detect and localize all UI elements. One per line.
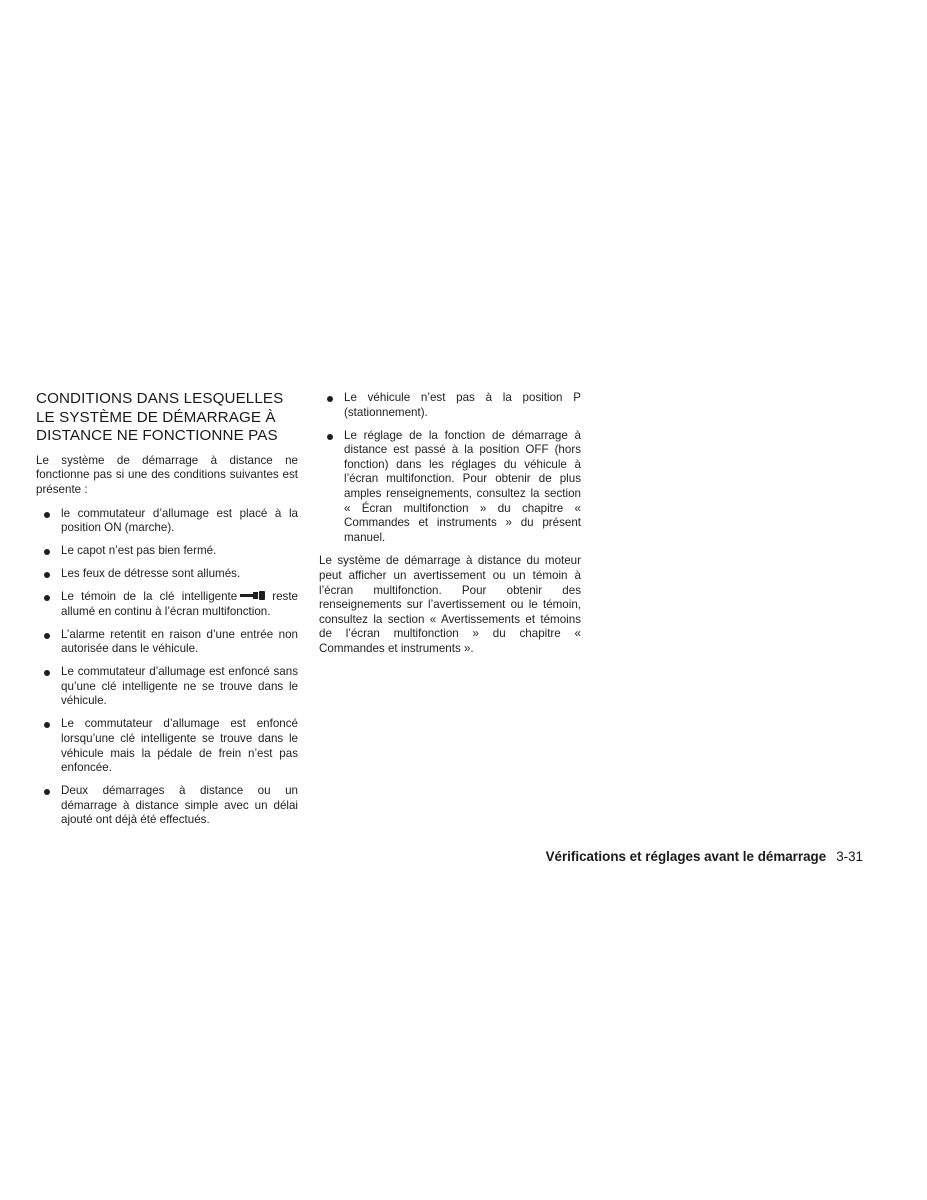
smart-key-indicator-icon [240, 591, 266, 600]
list-item-text: Les feux de détresse sont allumés. [61, 567, 241, 581]
list-item-text: Le commutateur d’allumage est enfoncé sans qu’une clé intelligente ne se trouve dans le véhicule. [61, 665, 298, 708]
section-title-line-3: DISTANCE NE FONCTIONNE PAS [36, 427, 278, 445]
list-item [36, 665, 298, 709]
bullet-icon [44, 670, 50, 676]
list-item-text: Deux démarrages à distance ou un démarrage à distance simple avec un délai ajouté ont déjà été effectués. [61, 784, 298, 827]
bullet-icon [327, 396, 333, 402]
list-item [319, 391, 581, 420]
list-item [36, 507, 298, 536]
section-title [36, 390, 298, 446]
section-title-line-2: LE SYSTÈME DE DÉMARRAGE À [36, 408, 276, 426]
list-item [36, 628, 298, 657]
list-item [36, 784, 298, 828]
conditions-list [36, 507, 298, 828]
list-item-text: Le réglage de la fonction de démarrage à distance est passé à la position OFF (hors fonction) dans les réglages du véhicule à l’écran multifonction. Pour obtenir de plus amples renseignements, consultez la section « Écran multifonction » du chapitre « Commandes et instruments » du présent manuel. [344, 428, 581, 544]
left-column [36, 390, 298, 836]
warning-info-paragraph: Le système de démarrage à distance du moteur peut afficher un avertissement ou un témoin à l’écran multifonction. Pour obtenir des renseignements sur l’avertissement ou le témoin, consultez la section « Avertissements et témoins de l’écran multifonction » du chapitre « Commandes et instruments ». [319, 554, 581, 655]
bullet-icon [44, 572, 50, 578]
bullet-icon [44, 595, 50, 601]
right-column [319, 391, 581, 656]
page-number: 3-31 [836, 849, 863, 864]
list-item-text: L’alarme retentit en raison d’une entrée non autorisée dans le véhicule. [61, 627, 298, 656]
section-title-line-1: CONDITIONS DANS LESQUELLES [36, 390, 284, 407]
list-item-text: Le commutateur d’allumage est enfoncé lorsqu’une clé intelligente se trouve dans le véhicule mais la pédale de frein n’est pas enfoncée. [61, 717, 298, 775]
page-footer [546, 848, 863, 866]
intro-paragraph: Le système de démarrage à distance ne fonctionne pas si une des conditions suivantes est présente : [36, 453, 298, 496]
list-item-text: le commutateur d’allumage est placé à la position ON (marche). [61, 506, 298, 535]
footer-section-title: Vérifications et réglages avant le démarrage [545, 849, 827, 864]
list-item-text: Le véhicule n’est pas à la position P (stationnement). [344, 391, 581, 419]
list-item [319, 429, 581, 546]
list-item [36, 567, 298, 582]
bullet-icon [44, 512, 50, 518]
conditions-list-continued [319, 391, 581, 545]
list-item [36, 544, 298, 559]
bullet-icon [44, 549, 50, 555]
bullet-icon [44, 789, 50, 795]
list-item-text: Le capot n’est pas bien fermé. [61, 544, 217, 558]
list-item-text-after-icon: reste allumé en continu à l’écran multifonction. [61, 590, 298, 618]
bullet-icon [44, 722, 50, 728]
list-item [36, 590, 298, 619]
bullet-icon [44, 633, 50, 639]
bullet-icon [327, 434, 333, 440]
list-item [36, 717, 298, 775]
list-item-text-before-icon: Le témoin de la clé intelligente [61, 590, 238, 604]
